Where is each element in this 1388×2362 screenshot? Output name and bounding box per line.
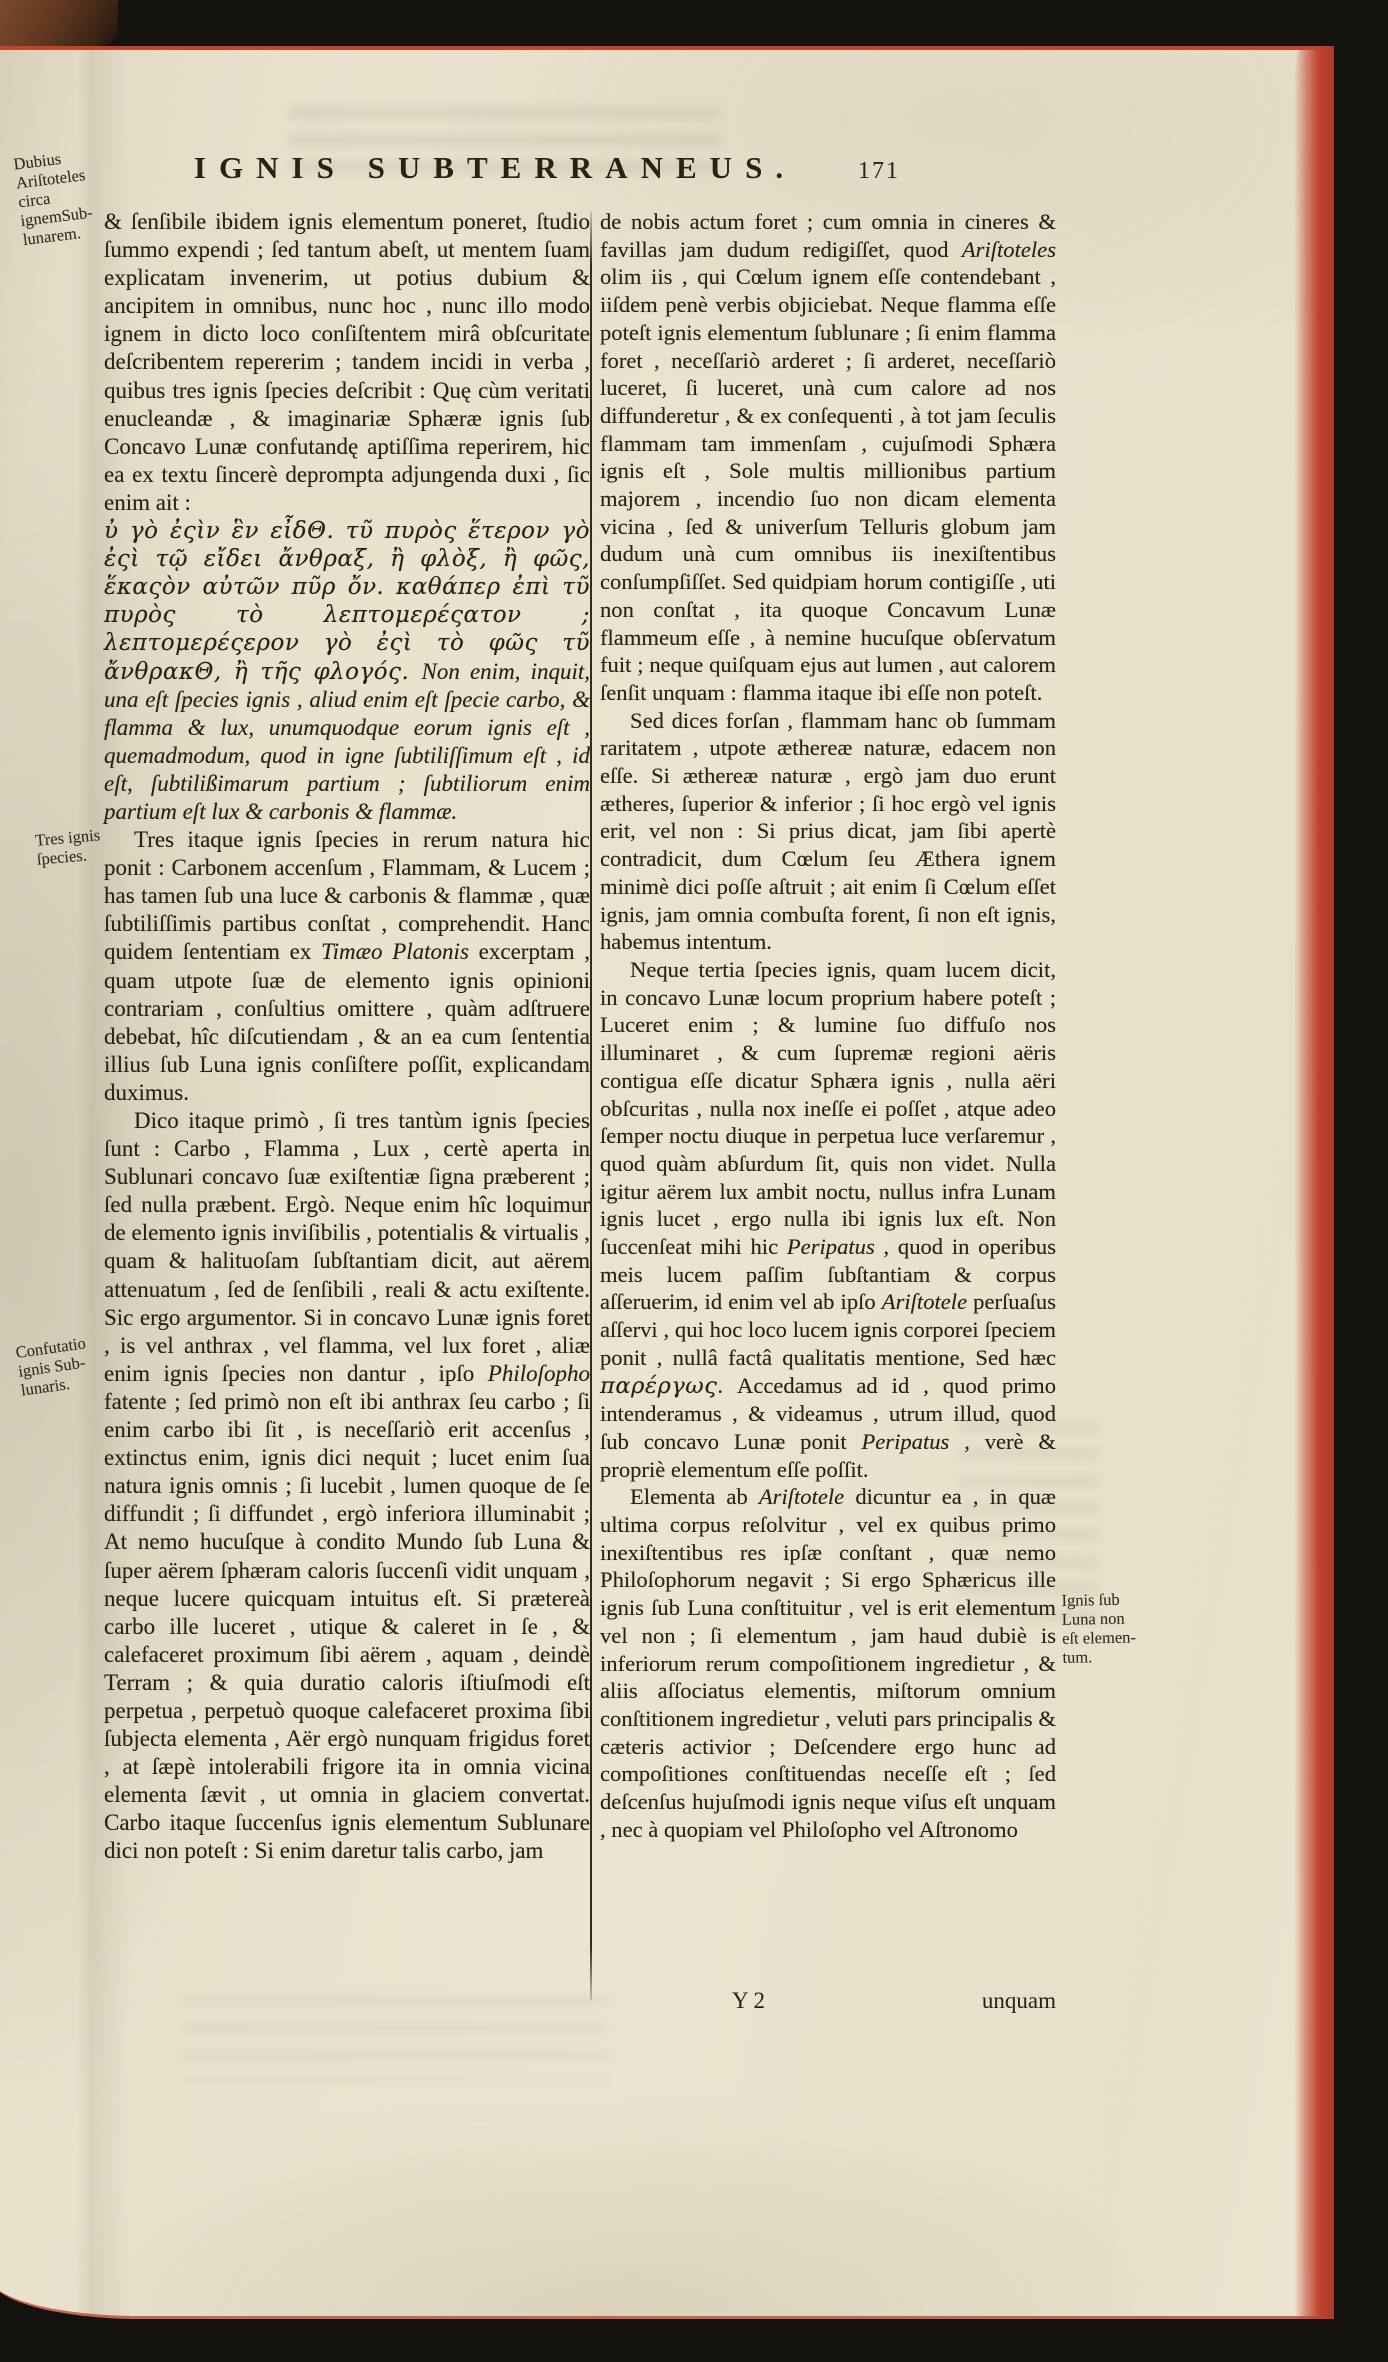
margin-note-dubius-aristoteles: Dubius Ariſtoteles circa ignemSub- lunarem. — [12, 148, 94, 250]
text-column-left — [104, 208, 590, 1866]
text-segment-roman: . Accedamus ad id , quod primo intenderamus , & videamus , utrum illud, quod ſub concavo Lunæ ponit — [600, 1372, 1056, 1454]
text-segment-italic: Peripatus — [861, 1428, 950, 1454]
book-page — [0, 46, 1334, 2319]
paragraph — [600, 208, 1056, 707]
running-header-title: IGNIS SUBTERRANEUS. — [193, 150, 797, 185]
paragraph — [600, 1483, 1056, 1843]
text-segment-italic: Ariſtoteles — [961, 236, 1056, 262]
paragraph-greek-quote — [104, 517, 590, 826]
text-segment-greek: ὐ γὸ ἐςὶν ἓν εἶδΘ. τῦ πυρὸς ἕτερον γὸ ἐςὶ τῷ εἴδει ἄνθραξ, ἢ φλὸξ, ἢ φῶς, ἕκαςὸν αὐτῶν πῦρ ὄν. καθάπερ ἐπὶ τῦ πυρὸς τὸ λεπτομερέςατον ; λεπτομερέςερον γὸ ἐςὶ τὸ φῶς τῦ ἄνθρακΘ, ἢ τῆς φλογός. — [104, 518, 590, 685]
paragraph — [104, 826, 590, 1107]
margin-note-confutatio: Confutatio ignis Sub- lunaris. — [14, 1333, 87, 1400]
text-segment-roman: Elementa ab — [630, 1484, 759, 1510]
paragraph — [600, 707, 1056, 956]
text-segment-roman: olim iis , qui Cœlum ignem eſſe contendebant , iiſdem penè verbis objiciebat. Neque flamma eſſe poteſt ignis elementum ſublunare ; ſi enim flamma foret , neceſſariò arderet ; ſi arderet, neceſſariò luceret, ſi luceret, unà cum calore ad nos diffunderetur , & ex conſequenti , à tot jam ſeculis flammam tam immenſam , cujuſmodi Sphæra ignis eſt , Sole multis millionibus partium majorem , incendio ſuo non dicam elementa vicina , ſed & univerſum Telluris globum jam dudum unà cum omnibus iis inexiſtentibus conſumpſiſſet. Sed quidpiam horum contigiſſe , uti non conſtat , ita quoque Concavum Lunæ flammeum eſſe , à nemine hucuſque obſervatum fuit ; neque quiſquam ejus aut lumen , aut calorem ſenſit unquam : flamma itaque ibi eſſe non poteſt. — [600, 264, 1056, 705]
text-segment-roman: dicuntur ea , in quæ ultima corpus reſolvitur , vel ex quibus primo inexiſtentibus res ipſæ conſtant , quæ nemo Philoſophorum negavit ; Si ergo Sphæricus ille ignis ſub Luna conſtituitur , vel is erit elementum vel non ; ſi elementum , jam haud dubiè is inferiorum rerum compoſitionem ingredietur , & aliis aſſociatus elementis, miſtorum omnium conſtitionem ingredietur , veluti pars principalis & cæteris activior ; Deſcendere ergo hunc ad compoſitiones conſtituendas neceſſe eſt ; ſed deſcenſus hujuſmodi ignis neque viſus eſt unquam , nec à quopiam vel Philoſopho vel Aſtronomo — [600, 1484, 1056, 1842]
margin-note-ignis-non-elementum: Ignis ſub Luna non eſt elemen- tum. — [1061, 1589, 1137, 1667]
text-segment-roman: excerptam , quam utpote ſuæ de elemento ignis opinioni contrariam , conſultius omittere , quàm adſtruere debebat, hîc diſcutiendam , & an ea cum ſententia illius ſub Luna ignis conſiſtere poſſit, explicandam duximus. — [104, 939, 590, 1105]
red-painted-fore-edge — [1294, 46, 1334, 2319]
text-segment-roman: Tres itaque ignis ſpecies in rerum natura hic ponit : Carbonem accenſum , Flammam, & Lucem ; has tamen ſub una luce & carbonis & flammæ , quæ ſubtiliſſimis partibus conſtat , comprehendit. Hanc quidem ſententiam ex — [104, 827, 590, 965]
text-segment-roman: Sed dices forſan , flammam hanc ob ſummam raritatem , utpote æthereæ naturæ, edacem non eſſe. Si æthereæ naturæ , ergò jam duo erunt ætheres, ſuperior & inferior ; ſi hoc ergò vel ignis erit, vel non : Si prius dicat, jam ſibi apertè contradicit, dum Cœlum ſeu Æthera ignem minimè dici poſſe aſtruit ; ait enim ſi Cœlum eſſet ignis, jam omnia combuſta forent, ſi non eſt ignis, habemus intentum. — [600, 707, 1056, 955]
paragraph — [104, 1107, 590, 1866]
text-segment-roman: de nobis actum foret ; cum omnia in cineres & favillas jam dudum redigiſſet, quod — [600, 209, 1056, 262]
text-segment-roman: , verè & propriè elementum eſſe poſſit. — [600, 1428, 1056, 1482]
text-segment-italic: Ariſtotele — [881, 1289, 968, 1315]
column-divider-rule — [590, 212, 592, 2000]
text-segment-italic: Ariſtotele — [758, 1484, 845, 1510]
text-segment-roman: perſuaſus aſſervi , qui hoc loco lucem ignis corporei ſpeciem ponit , nullâ factâ qualitatis mentione, Sed hæc — [600, 1289, 1057, 1370]
show-through-stain — [180, 1996, 610, 2082]
text-segment-italic: Peripatus — [786, 1234, 875, 1260]
text-segment-roman: fatente ; ſed primò non eſt ibi anthrax ſeu carbo ; ſi enim carbo ibi ſit , is neceſſariò erit accenſus , extinctus enim, ignis dici nequit ; lucet enim ſua natura ignis omnis ; ſi lucebit , lumen quoque de ſe diffundit ; ſi diffundet , ergò inferiora illuminabit ; At nemo hucuſque à condito Mundo ſub Luna & ſuper aërem ſphæram caloris ſuccenſi vidit unquam , neque lucere quicquam intuitus eſt. Si prætereà carbo ille luceret , utique & caleret in ſe , & calefaceret proximum ſibi aërem , aquam , deindè Terram ; & quia duratio caloris iſtiuſmodi eſt perpetua , perpetuò quoque calefaceret proxima ſibi ſubjecta elementa , Aër ergò nunquam frigidus foret , at ſæpè intolerabili frigore ita in omnia vicina elementa ſævit , ut omnia in glaciem convertat. Carbo itaque ſuccenſus ignis elementum Sublunare dici non poteſt : Si enim daretur talis carbo, jam — [104, 1388, 590, 1864]
text-segment-roman: Dico itaque primò , ſi tres tantùm ignis ſpecies ſunt : Carbo , Flamma , Lux , certè aperta in Sublunari concavo ſuæ exiſtentiæ ſigna præberent ; ſed nulla præbent. Ergò. Neque enim hîc loquimur de elemento ignis inviſibilis , potentialis & virtualis , quam & halituoſam ſubſtantiam dicit, aut aërem attenuatum , ſed de ſenſibili , reali & actu exiſtente. Sic ergo argumentor. Si in concavo Lunæ ignis foret , is vel anthrax , vel flamma, vel lux foret , aliæ enim ignis ſpecies non dantur , ipſo — [104, 1108, 590, 1386]
page-number: 171 — [858, 158, 900, 184]
book-binding-corner — [0, 0, 118, 50]
text-segment-roman: , quod in operibus meis lucem paſſim ſubſtantiam & corpus aſſeruerim, id enim vel ab ipſo — [600, 1234, 1056, 1315]
text-segment-roman: & ſenſibile ibidem ignis elementum poneret, ſtudio ſummo expendi ; ſed tantum abeſt, ut mentem ſuam explicatam invenerim, ut potius dubium & ancipitem in omnibus, nunc hoc , nunc illo modo ignem in dicto loco conſiſtentem mirâ obſcuritate deſcribentem repererim ; tandem incidi in verba , quibus tres ignis ſpecies deſcribit : Quę cùm veritati enucleandæ , & imaginariæ Sphæræ ignis ſub Concavo Lunæ confutandę aptiſſima reperirem, hic ea ex textu ſincerè deprompta adjungenda duxi , ſic enim ait : — [104, 209, 590, 515]
text-segment-italic: Non enim, inquit, una eſt ſpecies ignis , aliud enim eſt ſpecie carbo, & flamma & lux, unumquodque eorum ignis eſt , quemadmodum, quod in igne ſubtiliſſimum eſt , id eſt, ſubtilißimarum partium ; ſubtiliorum enim partium eſt lux & carbonis & flammæ. — [104, 658, 590, 824]
text-segment-greek: παρέργως — [600, 1372, 718, 1399]
text-segment-italic: Philoſopho — [487, 1360, 590, 1386]
catchword: unquam — [981, 1988, 1056, 2013]
text-column-right — [600, 208, 1056, 1843]
paragraph — [600, 956, 1056, 1483]
margin-note-tres-ignis-species: Tres ignis ſpecies. — [34, 825, 101, 869]
text-segment-italic: Timæo Platonis — [321, 939, 469, 965]
text-segment-roman: Neque tertia ſpecies ignis, quam lucem dicit, in concavo Lunæ locum proprium habere poteſt ; Luceret enim ; & lumine ſuo diffuſo nos illuminaret , & cum ſupremæ regioni aëris contigua eſſe dicatur Sphæra ignis , nulla aëri obſcuritas , nulla nox ineſſe ei poſſet , atque adeo ſemper noctu diuque in perpetua luce verſaremur , quod quàm abſurdum ſit, quis non videt. Nulla igitur aërem lux ambit noctu, nullus infra Lunam ignis lucet , ergo nulla ibi ignis lux eſt. Non ſuccenſeat mihi hic — [600, 956, 1056, 1260]
paragraph — [104, 208, 590, 517]
gathering-signature: Y 2 — [732, 1988, 766, 2013]
